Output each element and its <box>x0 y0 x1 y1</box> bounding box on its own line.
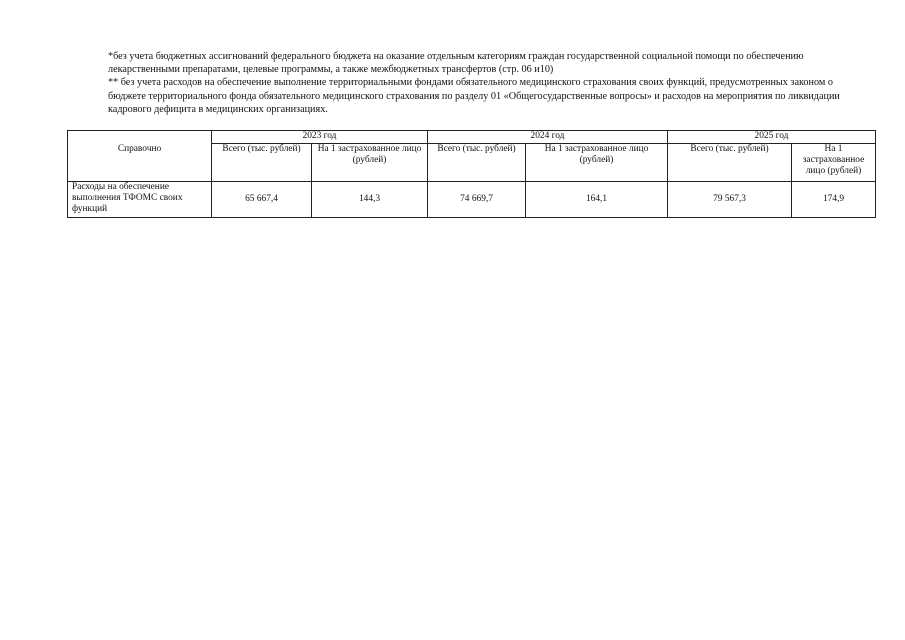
row-label: Расходы на обеспечение выполнения ТФОМС своих функций <box>68 182 212 218</box>
subheader-total-2023: Всего (тыс. рублей) <box>212 144 312 182</box>
reference-header: Справочно <box>68 131 212 182</box>
value-total-2025: 79 567,3 <box>668 182 792 218</box>
table-row <box>68 182 876 218</box>
year-header-2025: 2025 год <box>668 131 876 144</box>
footnote-1: *без учета бюджетных ассигнований федерального бюджета на оказание отдельным категориям граждан государственной социальной помощи по обеспечению лекарственными препаратами, целевые программы, а также межбюджетных трансфертов (стр. 06 и10) <box>108 51 804 76</box>
subheader-per-person-2025: На 1 застрахованное лицо (рублей) <box>792 144 876 182</box>
value-total-2023: 65 667,4 <box>212 182 312 218</box>
value-total-2024: 74 669,7 <box>428 182 526 218</box>
value-per-person-2025: 174,9 <box>792 182 876 218</box>
value-per-person-2024: 164,1 <box>526 182 668 218</box>
year-header-2023: 2023 год <box>212 131 428 144</box>
footnote-2: ** без учета расходов на обеспечение выполнение территориальными фондами обязательного медицинского страхования своих функций, предусмотренных законом о бюджете территориального фонда обязательного медицинского страхования по разделу 01 «Общегосударственные вопросы» и расходов на мероприятия по ликвидации кадрового дефицита в медицинских организациях. <box>108 77 840 115</box>
subheader-total-2024: Всего (тыс. рублей) <box>428 144 526 182</box>
subheader-per-person-2023: На 1 застрахованное лицо (рублей) <box>312 144 428 182</box>
subheader-per-person-2024: На 1 застрахованное лицо (рублей) <box>526 144 668 182</box>
footnotes <box>108 50 848 116</box>
subheader-total-2025: Всего (тыс. рублей) <box>668 144 792 182</box>
year-header-2024: 2024 год <box>428 131 668 144</box>
value-per-person-2023: 144,3 <box>312 182 428 218</box>
reference-table <box>67 130 876 218</box>
